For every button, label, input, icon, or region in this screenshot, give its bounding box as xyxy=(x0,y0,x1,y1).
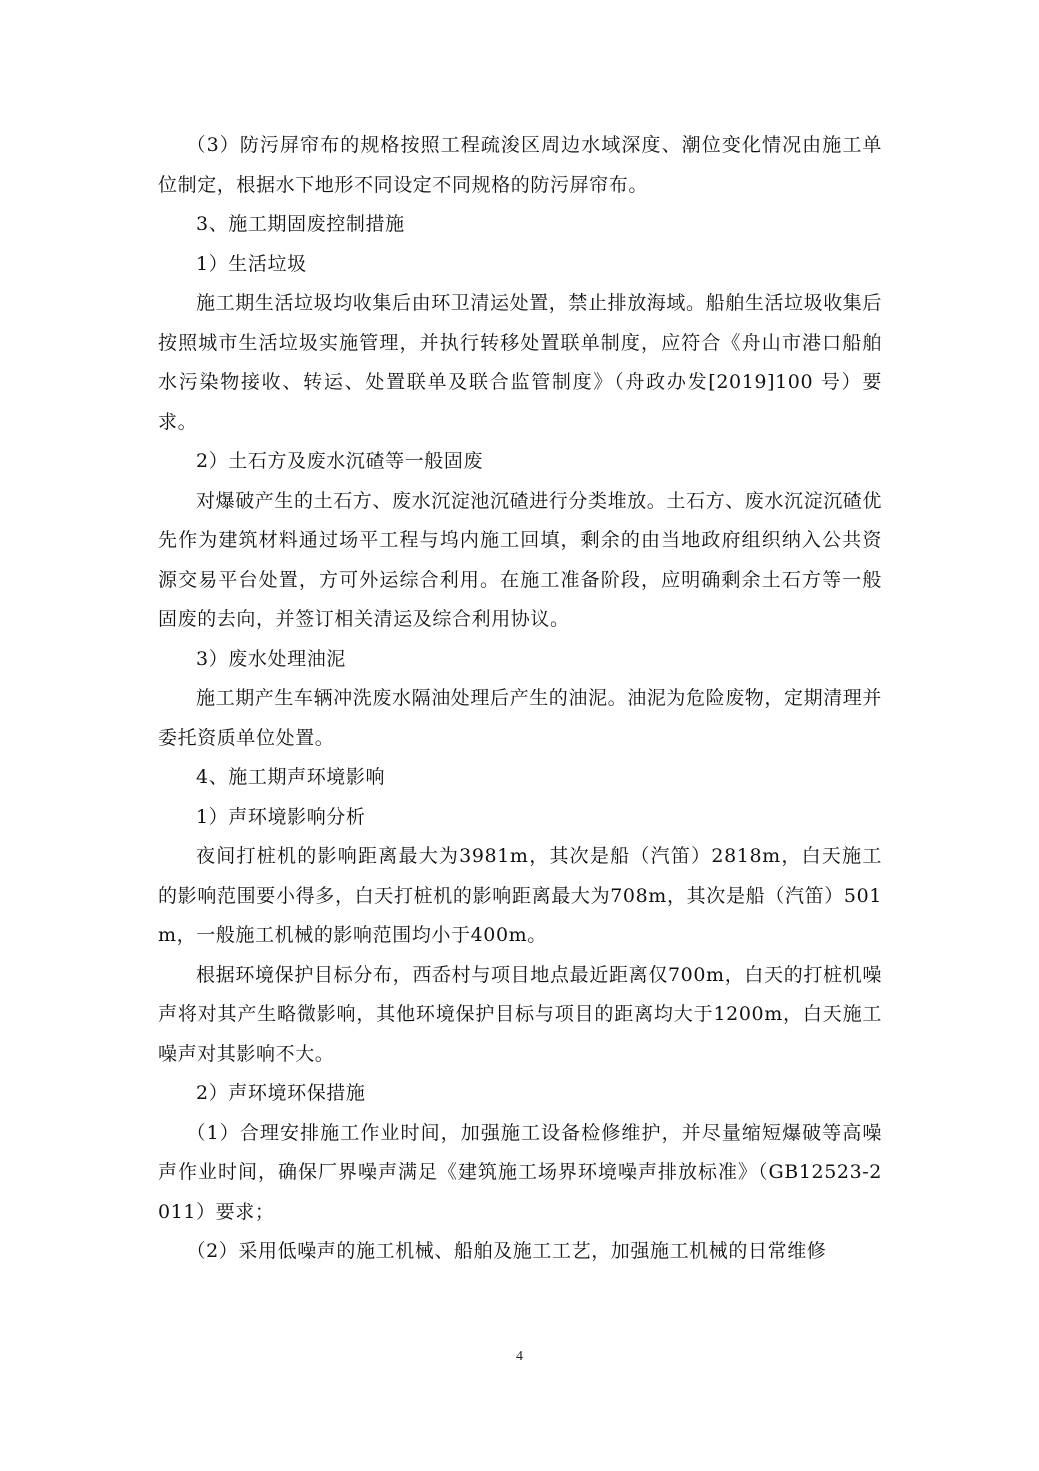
paragraph-measure-1: （1）合理安排施工作业时间，加强施工设备检修维护，并尽量缩短爆破等高噪声作业时间，确保厂界噪声满足《建筑施工场界环境噪声排放标准》（GB12523-2011）要求； xyxy=(158,1121,882,1223)
paragraph-curtain-spec: （3）防污屏帘布的规格按照工程疏浚区周边水域深度、潮位变化情况由施工单位制定，根据水下地形不同设定不同规格的防污屏帘布。 xyxy=(158,134,882,196)
heading-oil-sludge: 3）废水处理油泥 xyxy=(196,647,346,670)
paragraph-oil-sludge: 施工期产生车辆冲洗废水隔油处理后产生的油泥。油泥为危险废物，定期清理并委托资质单位处置。 xyxy=(158,687,883,749)
paragraph-measure-2: （2）采用低噪声的施工机械、船舶及施工工艺，加强施工机械的日常维修 xyxy=(186,1240,827,1262)
heading-noise-analysis: 1）声环境影响分析 xyxy=(196,805,366,828)
paragraph-noise-distance: 夜间打桩机的影响距离最大为3981m，其次是船（汽笛）2818m，白天施工的影响范围要小得多，白天打桩机的影响距离最大为708m，其次是船（汽笛）501m，一般施工机械的影响范围均小于400m。 xyxy=(158,845,882,946)
page-number: 4 xyxy=(516,1349,523,1364)
heading-noise-measures: 2）声环境环保措施 xyxy=(196,1082,366,1104)
paragraph-earthwork-waste: 对爆破产生的土石方、废水沉淀池沉碴进行分类堆放。土石方、废水沉淀沉碴优先作为建筑材料通过场平工程与坞内施工回填，剩余的由当地政府组织纳入公共资源交易平台处置，方可外运综合利用。在施工准备阶段，应明确剩余土石方等一般固废的去向，并签订相关清运及综合利用协议。 xyxy=(158,489,883,630)
paragraph-domestic-garbage: 施工期生活垃圾均收集后由环卫清运处置，禁止排放海域。船舶生活垃圾收集后按照城市生活垃圾实施管理，并执行转移处置联单制度，应符合《舟山市港口船舶水污染物接收、转运、处置联单及联合监管制度》（舟政办发[2019]100 号）要求。 xyxy=(158,292,883,433)
heading-domestic-garbage: 1）生活垃圾 xyxy=(196,252,307,275)
document-body xyxy=(158,126,882,1272)
heading-earthwork-waste: 2）土石方及废水沉碴等一般固废 xyxy=(196,450,484,472)
heading-solid-waste-control: 3、施工期固废控制措施 xyxy=(196,213,405,235)
paragraph-protection-targets: 根据环境保护目标分布，西岙村与项目地点最近距离仅700m，白天的打桩机噪声将对其产生略微影响，其他环境保护目标与项目的距离均大于1200m，白天施工噪声对其影响不大。 xyxy=(158,963,882,1065)
heading-noise-impact: 4、施工期声环境影响 xyxy=(196,766,386,788)
